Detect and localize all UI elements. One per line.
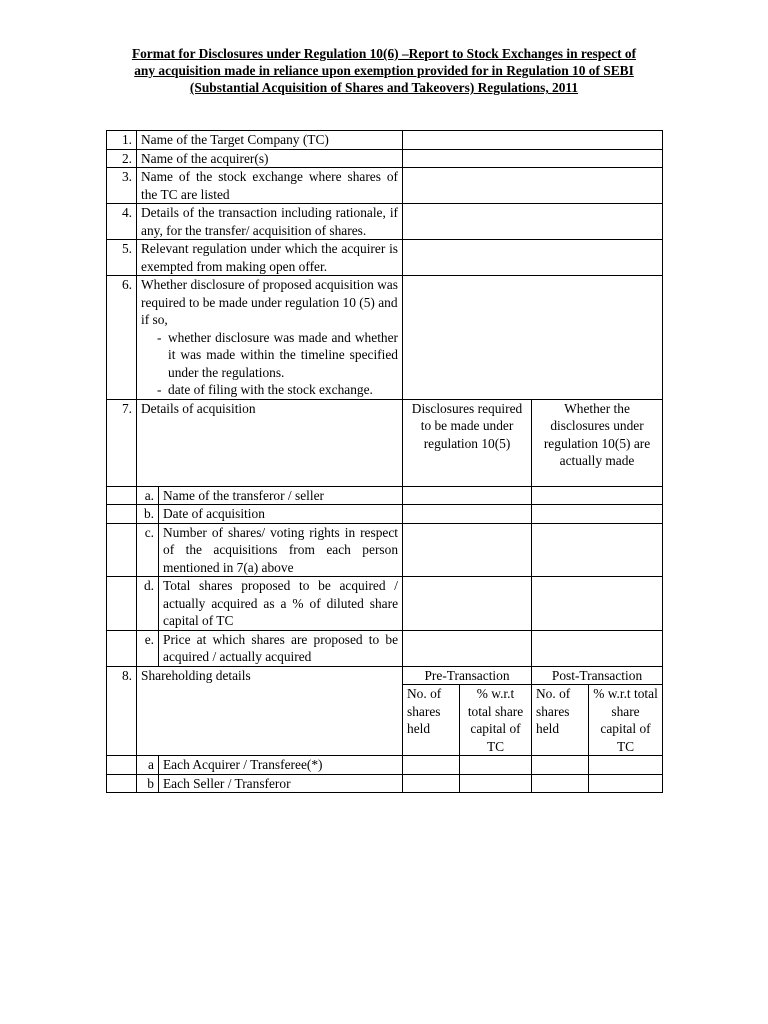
value-cell-date-actual[interactable] <box>532 505 663 524</box>
row-label-prior-disclosure <box>137 276 403 400</box>
value-cell-shares-actual[interactable] <box>532 523 663 577</box>
row-label-target-company: Name of the Target Company (TC) <box>137 131 403 150</box>
row-number: 5. <box>107 240 137 276</box>
row-number: 4. <box>107 204 137 240</box>
value-cell-transaction-details[interactable] <box>403 204 663 240</box>
column-header-actual-disclosures: Whether the disclosures under regulation 10(5) are actually made <box>532 399 663 486</box>
value-cell-seller-post-shares[interactable] <box>532 774 589 793</box>
value-cell-transferor-required[interactable] <box>403 486 532 505</box>
table-row-7c <box>107 523 663 577</box>
row-label-stock-exchange: Name of the stock exchange where shares of the TC are listed <box>137 168 403 204</box>
column-header-pre-transaction: Pre-Transaction <box>403 666 532 685</box>
value-cell-target-company[interactable] <box>403 131 663 150</box>
row-number: 7. <box>107 399 137 486</box>
value-cell-shares-required[interactable] <box>403 523 532 577</box>
table-row-5 <box>107 240 663 276</box>
row-label-each-seller: Each Seller / Transferor <box>159 774 403 793</box>
value-cell-acquirer-pre-shares[interactable] <box>403 756 460 775</box>
table-row-4 <box>107 204 663 240</box>
value-cell-seller-pre-shares[interactable] <box>403 774 460 793</box>
prior-disclosure-question: Whether disclosure of proposed acquisition was required to be made under regulation 10 (5) and if so, <box>141 277 398 327</box>
value-cell-date-required[interactable] <box>403 505 532 524</box>
column-header-post-percent: % w.r.t total share capital of TC <box>589 685 663 756</box>
row-label-price: Price at which shares are proposed to be acquired / actually acquired <box>159 630 403 666</box>
row-letter: d. <box>137 577 159 631</box>
row-letter: b <box>137 774 159 793</box>
value-cell-price-actual[interactable] <box>532 630 663 666</box>
row-label-total-shares: Total shares proposed to be acquired / actually acquired as a % of diluted share capital of TC <box>159 577 403 631</box>
row-number: 2. <box>107 149 137 168</box>
table-row-8a <box>107 756 663 775</box>
value-cell-total-actual[interactable] <box>532 577 663 631</box>
column-header-pre-percent: % w.r.t total share capital of TC <box>460 685 532 756</box>
table-row-7e <box>107 630 663 666</box>
value-cell-stock-exchange[interactable] <box>403 168 663 204</box>
table-row-6 <box>107 276 663 400</box>
column-header-post-shares-held: No. of shares held <box>532 685 589 756</box>
value-cell-acquirer-post-percent[interactable] <box>589 756 663 775</box>
title-line-1: Format for Disclosures under Regulation 10(6) –Report to Stock Exchanges in respect of <box>131 46 637 61</box>
row-letter: b. <box>137 505 159 524</box>
row-label-each-acquirer: Each Acquirer / Transferee(*) <box>159 756 403 775</box>
value-cell-acquirer-post-shares[interactable] <box>532 756 589 775</box>
row-label-shareholding-details: Shareholding details <box>137 666 403 756</box>
row-letter: a. <box>137 486 159 505</box>
table-row-8b <box>107 774 663 793</box>
column-header-required-disclosures: Disclosures required to be made under regulation 10(5) <box>403 399 532 486</box>
row-letter: c. <box>137 523 159 577</box>
row-label-transaction-details: Details of the transaction including rationale, if any, for the transfer/ acquisition of shares. <box>137 204 403 240</box>
table-row-7b <box>107 505 663 524</box>
value-cell-seller-pre-percent[interactable] <box>460 774 532 793</box>
value-cell-price-required[interactable] <box>403 630 532 666</box>
value-cell-seller-post-percent[interactable] <box>589 774 663 793</box>
value-cell-relevant-regulation[interactable] <box>403 240 663 276</box>
disclosure-form-table <box>106 130 663 793</box>
row-label-transferor: Name of the transferor / seller <box>159 486 403 505</box>
value-cell-total-required[interactable] <box>403 577 532 631</box>
row-label-number-of-shares: Number of shares/ voting rights in respect of the acquisitions from each person mentioned in 7(a) above <box>159 523 403 577</box>
table-row-1 <box>107 131 663 150</box>
row-letter: a <box>137 756 159 775</box>
value-cell-transferor-actual[interactable] <box>532 486 663 505</box>
title-line-3: (Substantial Acquisition of Shares and Takeovers) Regulations, 2011 <box>189 80 579 95</box>
row-number: 6. <box>107 276 137 400</box>
table-row-7a <box>107 486 663 505</box>
value-cell-acquirer[interactable] <box>403 149 663 168</box>
row-label-acquirer: Name of the acquirer(s) <box>137 149 403 168</box>
table-row-7d <box>107 577 663 631</box>
table-row-7-header <box>107 399 663 486</box>
table-row-8-header <box>107 666 663 685</box>
row-number: 3. <box>107 168 137 204</box>
document-title <box>0 45 768 96</box>
row-number: 8. <box>107 666 137 756</box>
prior-disclosure-bullet-2: - date of filing with the stock exchange. <box>157 382 373 397</box>
value-cell-prior-disclosure[interactable] <box>403 276 663 400</box>
row-number: 1. <box>107 131 137 150</box>
row-label-acquisition-date: Date of acquisition <box>159 505 403 524</box>
value-cell-acquirer-pre-percent[interactable] <box>460 756 532 775</box>
row-label-relevant-regulation: Relevant regulation under which the acquirer is exempted from making open offer. <box>137 240 403 276</box>
column-header-pre-shares-held: No. of shares held <box>403 685 460 756</box>
column-header-post-transaction: Post-Transaction <box>532 666 663 685</box>
title-line-2: any acquisition made in reliance upon exemption provided for in Regulation 10 of SEBI <box>134 63 634 78</box>
row-label-acquisition-details: Details of acquisition <box>137 399 403 486</box>
row-letter: e. <box>137 630 159 666</box>
prior-disclosure-bullet-1: - whether disclosure was made and whether it was made within the timeline specified under the regulations. <box>157 329 399 380</box>
table-row-2 <box>107 149 663 168</box>
table-row-3 <box>107 168 663 204</box>
